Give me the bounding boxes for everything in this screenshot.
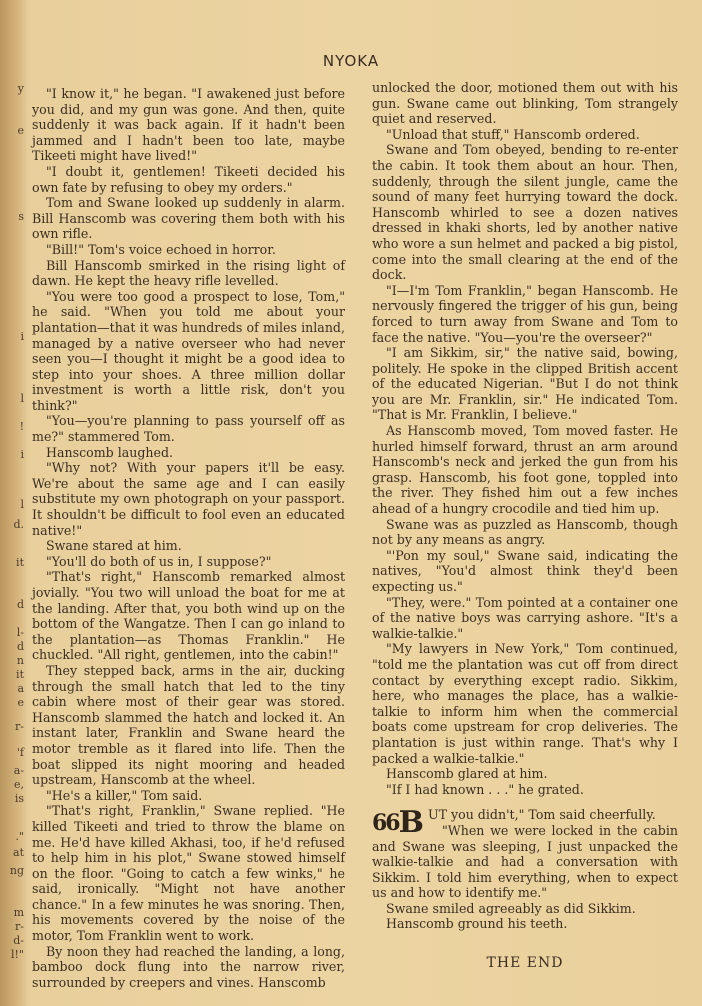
gutter-fragment: i: [20, 448, 24, 461]
paragraph: "That's right," Hanscomb remarked almost jovially. "You two will unload the boat for me at the landing. After that, you both wind up on the bottom of the Wangatze. Then I can go inland to the plantation—as Thomas Franklin." He chuckled. "All right, gentlemen, into the cabin!": [32, 569, 345, 663]
the-end: THE END: [486, 955, 564, 971]
gutter-fragment: d-: [13, 934, 24, 947]
paragraph: Hanscomb ground his teeth.: [386, 916, 568, 932]
gutter-fragment: 'f: [16, 746, 24, 759]
paragraph: "I doubt it, gentlemen! Tikeeti decided his own fate by refusing to obey my orders.": [32, 163, 345, 195]
gutter-fragment: a: [17, 682, 24, 695]
paragraph: "You were too good a prospect to lose, Tom," he said. "When you told me about your plantation—that it was hundreds of miles inland, managed by a native overseer who had never seen you—I thought it might be a good idea to step into your shoes. A three million dollar investment is worth a little risk, don't you think?": [32, 288, 345, 413]
paragraph: "If I had known . . ." he grated.: [386, 781, 584, 797]
paragraph: They stepped back, arms in the air, ducking through the small hatch that led to the tiny cabin where most of their gear was stored. Hanscomb slammed the hatch and locked it. An instant later, Franklin and Swane heard the motor tremble as it flared into life. Then the boat slipped its night mooring and headed upstream, Hanscomb at the wheel.: [32, 662, 345, 788]
gutter-fragment: e: [17, 124, 24, 137]
paragraph: "My lawyers in New York," Tom continued, "told me the plantation was cut off from direct contact by everything except radio. Sikkim, here, who manages the place, has a walkie-talkie to inform him when the commercial boats come upstream for crop deliveries. The plantation is just within range. That's why I packed a walkie-talkie.": [372, 641, 678, 766]
paragraph: By noon they had reached the landing, a long, bamboo dock flung into the narrow river, surrounded by creepers and vines. Hanscomb: [32, 943, 345, 990]
right-column: [372, 80, 678, 932]
paragraph: "'Pon my soul," Swane said, indicating the natives, "You'd almost think they'd been expecting us.": [372, 547, 678, 594]
paragraph: "They, were." Tom pointed at a container one of the native boys was carrying ashore. "It's a walkie-talkie.": [372, 594, 678, 641]
paragraph: "Bill!" Tom's voice echoed in horror.: [46, 241, 276, 257]
dropcap-first-line: UT you didn't," Tom said cheerfully.: [427, 807, 656, 823]
paragraph: As Hanscomb moved, Tom moved faster. He hurled himself forward, thrust an arm around Hanscomb's neck and jerked the gun from his grasp. Hanscomb, his foot gone, toppled into the river. They fished him out a few inches ahead of a hungry crocodile and tied him up.: [372, 423, 678, 517]
dropcap-paragraph: [372, 807, 678, 932]
paragraph: "I know it," he began. "I awakened just before you did, and my gun was gone. And then, quite suddenly it was back again. If it hadn't been jammed and I hadn't been too late, maybe Tikeeti might have lived!": [32, 86, 345, 164]
gutter-fragment: a-: [13, 764, 24, 777]
gutter-fragment: l: [20, 498, 24, 511]
paragraph: "Why not? With your papers it'll be easy. We're about the same age and I can easily substitute my own photograph on your passport. It shouldn't be difficult to fool even an educated native!": [32, 460, 345, 538]
gutter-fragment: i: [20, 330, 24, 343]
gutter-fragment: l: [20, 392, 24, 405]
paragraph: unlocked the door, motioned them out with his gun. Swane came out blinking, Tom strangely quiet and reserved.: [372, 80, 678, 127]
paragraph: Swane was as puzzled as Hanscomb, though not by any means as angry.: [372, 516, 678, 548]
dropcap-letter: B: [398, 805, 424, 841]
gutter-fragment: !: [19, 420, 24, 433]
paragraph: Swane and Tom obeyed, bending to re-enter the cabin. It took them about an hour. Then, suddenly, through the silent jungle, came the sound of many feet hurrying toward the dock. Hanscomb whirled to see a dozen natives dressed in khaki shorts, led by another native who wore a sun helmet and packed a big pistol, come into the small clearing at the end of the dock.: [372, 142, 678, 283]
running-head: NYOKA: [322, 52, 380, 70]
paragraph: "He's a killer," Tom said.: [46, 787, 203, 803]
gutter-fragment: ng: [9, 864, 24, 877]
gutter-fragment: y: [17, 82, 24, 95]
paragraph: Hanscomb glared at him.: [386, 766, 548, 782]
dropcap-line: [372, 805, 678, 841]
gutter-fragment: d: [16, 598, 24, 611]
gutter-fragment: at: [13, 846, 24, 859]
paragraph: "I am Sikkim, sir," the native said, bowing, politely. He spoke in the clipped British accent of the educated Nigerian. "But I do not think you are Mr. Franklin, sir." He indicated Tom. "That is Mr. Franklin, I believe.": [372, 345, 678, 423]
gutter-fragment: r-: [15, 920, 24, 933]
gutter-fragment: d.: [13, 518, 24, 531]
left-column: [32, 86, 345, 990]
dropcap: [372, 805, 424, 841]
gutter-fragment: l-: [16, 626, 24, 639]
paragraph: "You'll do both of us in, I suppose?": [46, 553, 272, 569]
gutter-fragment: m: [13, 906, 24, 919]
gutter-fragment: it: [16, 668, 24, 681]
paragraph: "That's right, Franklin," Swane replied. "He killed Tikeeti and tried to throw the blame on me. He'd have killed Akhasi, too, if he'd refused to help him in his plot," Swane stowed himself on the floor. "Going to catch a few winks," he said, ironically. "Might not have another chance." In a few minutes he was snoring. Then, his movements covered by the noise of the motor, Tom Franklin went to work.: [32, 803, 345, 944]
gutter-fragment: is: [14, 792, 24, 805]
dropcap-quote: 66: [372, 810, 399, 837]
paragraph: Swane stared at him.: [46, 538, 182, 554]
paragraph: "When we were locked in the cabin and Swane was sleeping, I just unpacked the walkie-talkie and had a conversation with Sikkim. I told him everything, when to expect us and how to identify me.": [372, 822, 678, 901]
paragraph: Tom and Swane looked up suddenly in alarm. Bill Hanscomb was covering them both with his own rifle.: [32, 195, 345, 242]
gutter-fragment: r-: [15, 720, 24, 733]
paragraph: "Unload that stuff," Hanscomb ordered.: [386, 126, 640, 142]
paragraph: "You—you're planning to pass yourself off as me?" stammered Tom.: [32, 413, 345, 445]
paragraph: Bill Hanscomb smirked in the rising light of dawn. He kept the heavy rifle levelled.: [32, 257, 345, 289]
gutter-fragment: l!": [11, 948, 24, 961]
gutter-fragment: e: [17, 696, 24, 709]
paragraph: Swane smiled agreeably as did Sikkim.: [386, 900, 636, 916]
gutter-fragment: it: [16, 556, 24, 569]
paragraph: "I—I'm Tom Franklin," began Hanscomb. He nervously fingered the trigger of his gun, being forced to turn away from Swane and Tom to face the native. "You—you're the overseer?": [372, 282, 678, 345]
gutter-fragment: n: [16, 654, 24, 667]
page-gutter: [0, 0, 26, 1006]
paragraph: Hanscomb laughed.: [46, 444, 174, 460]
gutter-fragment: s: [18, 210, 24, 223]
gutter-fragment: e,: [13, 778, 24, 791]
gutter-fragment: d: [16, 640, 24, 653]
gutter-fragment: .": [15, 830, 24, 843]
